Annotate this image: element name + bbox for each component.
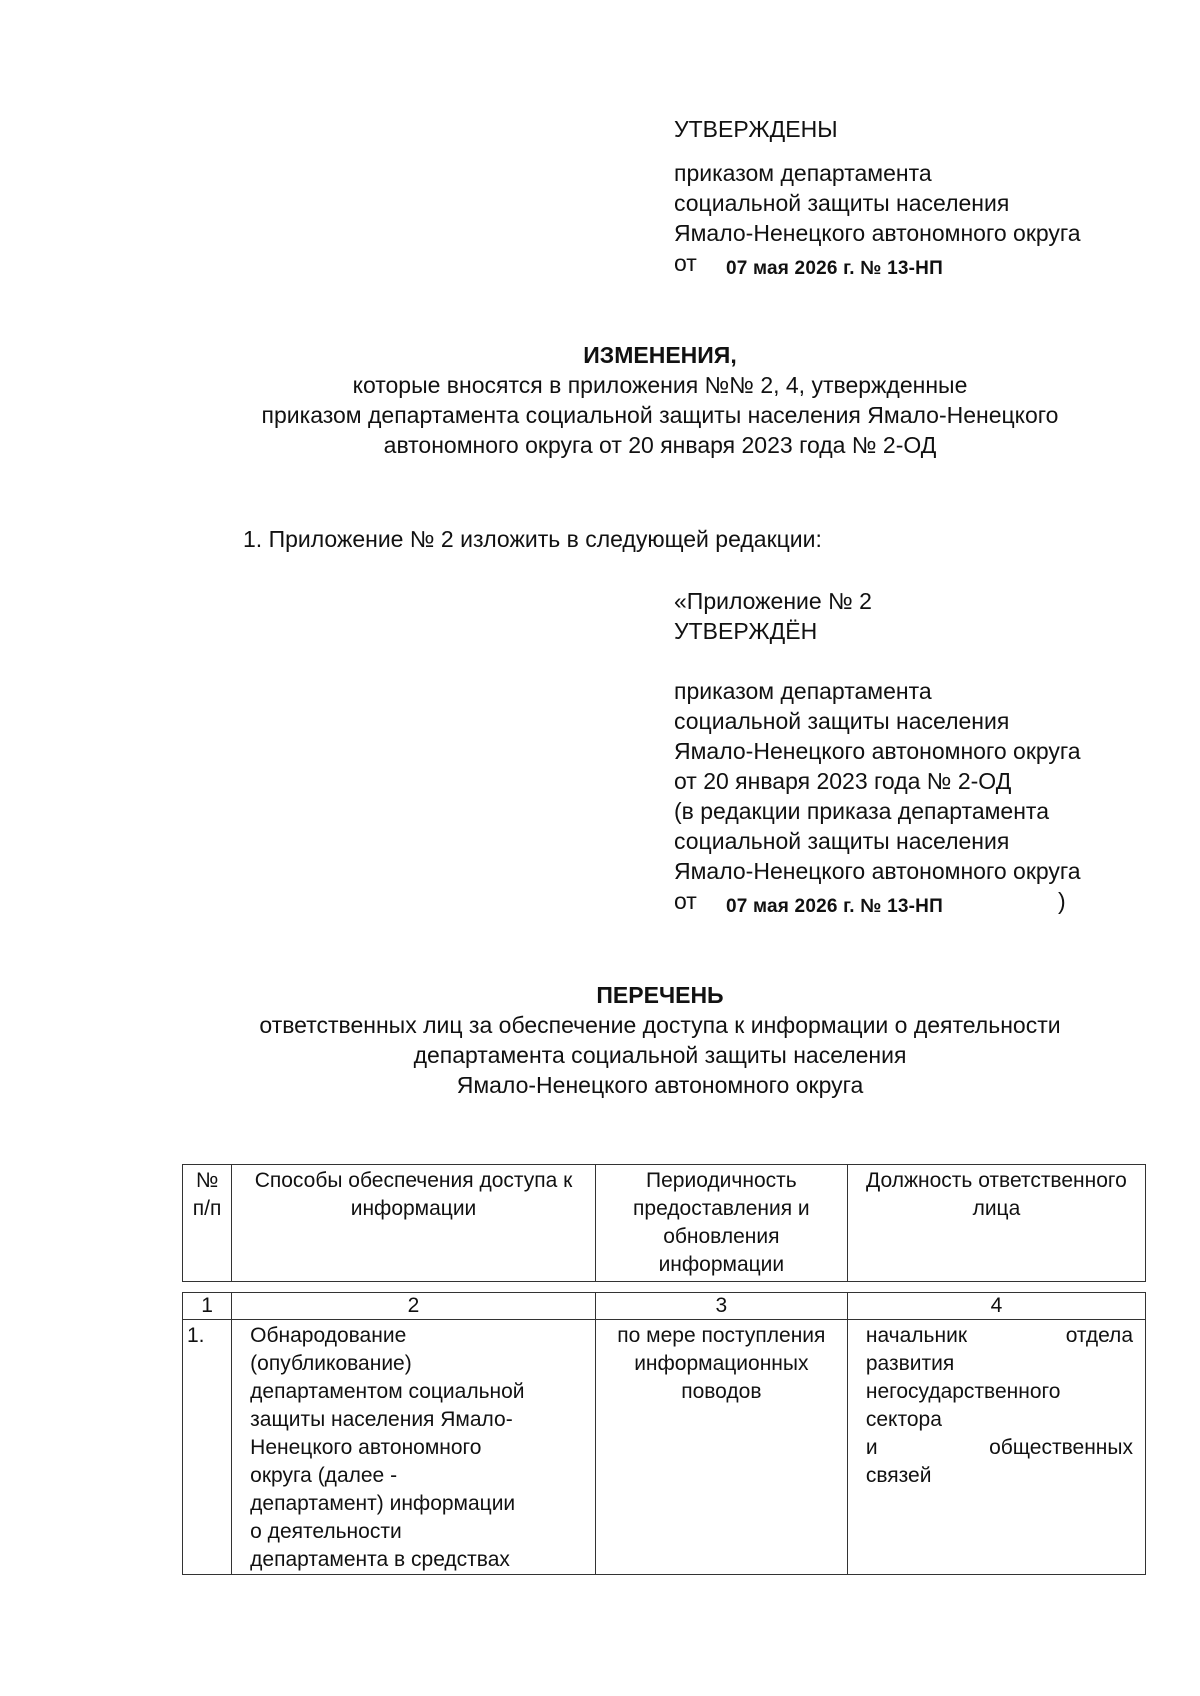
appendix-line: социальной защиты населения: [674, 828, 1010, 854]
list-line: Ямало-Ненецкого автономного округа: [456, 1072, 864, 1098]
list-line: ответственных лиц за обеспечение доступа к информации о деятельности: [259, 1012, 1061, 1038]
approval-line: приказом департамента: [674, 160, 932, 186]
approval-date-line: [674, 248, 1081, 278]
approval-title: УТВЕРЖДЕНЫ: [674, 116, 838, 142]
period-cell: [595, 1320, 847, 1575]
approval-line: Ямало-Ненецкого автономного округа: [674, 220, 1081, 246]
column-header-method: Способы обеспечения доступа к информации: [232, 1165, 596, 1282]
position-line: [866, 1434, 1133, 1462]
method-cell: [232, 1320, 596, 1575]
appendix-title-line: «Приложение № 2: [674, 588, 872, 614]
approval-date-value: 07 мая 2026 г. № 13-НП: [726, 258, 943, 279]
changes-line: которые вносятся в приложения №№ 2, 4, утвержденные: [352, 372, 968, 398]
method-line: Ненецкого автономного: [250, 1436, 482, 1459]
list-section: [0, 980, 1200, 1100]
changes-line: приказом департамента социальной защиты населения Ямало-Ненецкого: [261, 402, 1059, 428]
position-word: общественных: [989, 1436, 1133, 1459]
list-line: департамента социальной защиты населения: [413, 1042, 907, 1068]
position-line: связей: [865, 1464, 932, 1487]
duties-table-body: [182, 1292, 1146, 1575]
appendix-line: от 20 января 2023 года № 2-ОД: [674, 768, 1012, 794]
appendix-line: Ямало-Ненецкого автономного округа: [674, 738, 1081, 764]
appendix-date-value: 07 мая 2026 г. № 13-НП: [726, 896, 943, 917]
approval-date-prefix: от: [674, 250, 697, 276]
approval-block-top: [674, 114, 1081, 278]
column-number: 1: [183, 1293, 232, 1320]
appendix-line: приказом департамента: [674, 678, 932, 704]
table-row: [183, 1320, 1146, 1575]
appendix-line: социальной защиты населения: [674, 708, 1010, 734]
appendix-title-line: УТВЕРЖДЁН: [674, 618, 818, 644]
column-number: 4: [847, 1293, 1145, 1320]
list-heading: ПЕРЕЧЕНЬ: [596, 982, 724, 1008]
position-word: начальник: [865, 1324, 968, 1347]
period-line: по мере поступления: [617, 1324, 826, 1347]
duties-table-header: [182, 1164, 1146, 1282]
instruction-paragraph: 1. Приложение № 2 изложить в следующей редакции:: [243, 526, 822, 552]
column-number-row: [183, 1293, 1146, 1320]
method-line: департамент) информации: [250, 1492, 516, 1515]
method-line: защиты населения Ямало-: [250, 1408, 513, 1431]
appendix-line: Ямало-Ненецкого автономного округа: [674, 858, 1081, 884]
changes-line: автономного округа от 20 января 2023 года № 2-ОД: [383, 432, 937, 458]
changes-heading: ИЗМЕНЕНИЯ,: [583, 342, 737, 368]
column-number: 2: [232, 1293, 596, 1320]
column-header-period: Периодичность предоставления и обновления информации: [595, 1165, 847, 1282]
position-word: и: [865, 1436, 878, 1459]
position-line: [866, 1322, 1133, 1350]
method-line: департаментом социальной: [250, 1380, 525, 1403]
approval-block-appendix: [674, 586, 1081, 916]
position-word: отдела: [1065, 1324, 1133, 1347]
column-header-number: № п/п: [183, 1165, 232, 1282]
method-line: Обнародование: [250, 1324, 407, 1347]
method-line: департамента в средствах: [250, 1548, 510, 1571]
position-cell: [847, 1320, 1145, 1575]
column-header-position: Должность ответственного лица: [847, 1165, 1145, 1282]
changes-section: [0, 340, 1200, 460]
table-header-row: [183, 1165, 1146, 1282]
approval-line: социальной защиты населения: [674, 190, 1010, 216]
appendix-date-line: [674, 886, 1081, 916]
period-line: поводов: [681, 1380, 762, 1403]
row-number: 1.: [183, 1320, 232, 1575]
method-line: округа (далее -: [250, 1464, 398, 1487]
position-line: негосударственного: [865, 1380, 1061, 1403]
position-line: развития: [865, 1352, 955, 1375]
period-line: информационных: [634, 1352, 809, 1375]
method-line: (опубликование): [250, 1352, 412, 1375]
appendix-date-close: ): [1058, 888, 1066, 914]
appendix-date-prefix: от: [674, 888, 697, 914]
column-number: 3: [595, 1293, 847, 1320]
method-line: о деятельности: [250, 1520, 402, 1543]
position-line: сектора: [865, 1408, 942, 1431]
appendix-line: (в редакции приказа департамента: [674, 798, 1049, 824]
